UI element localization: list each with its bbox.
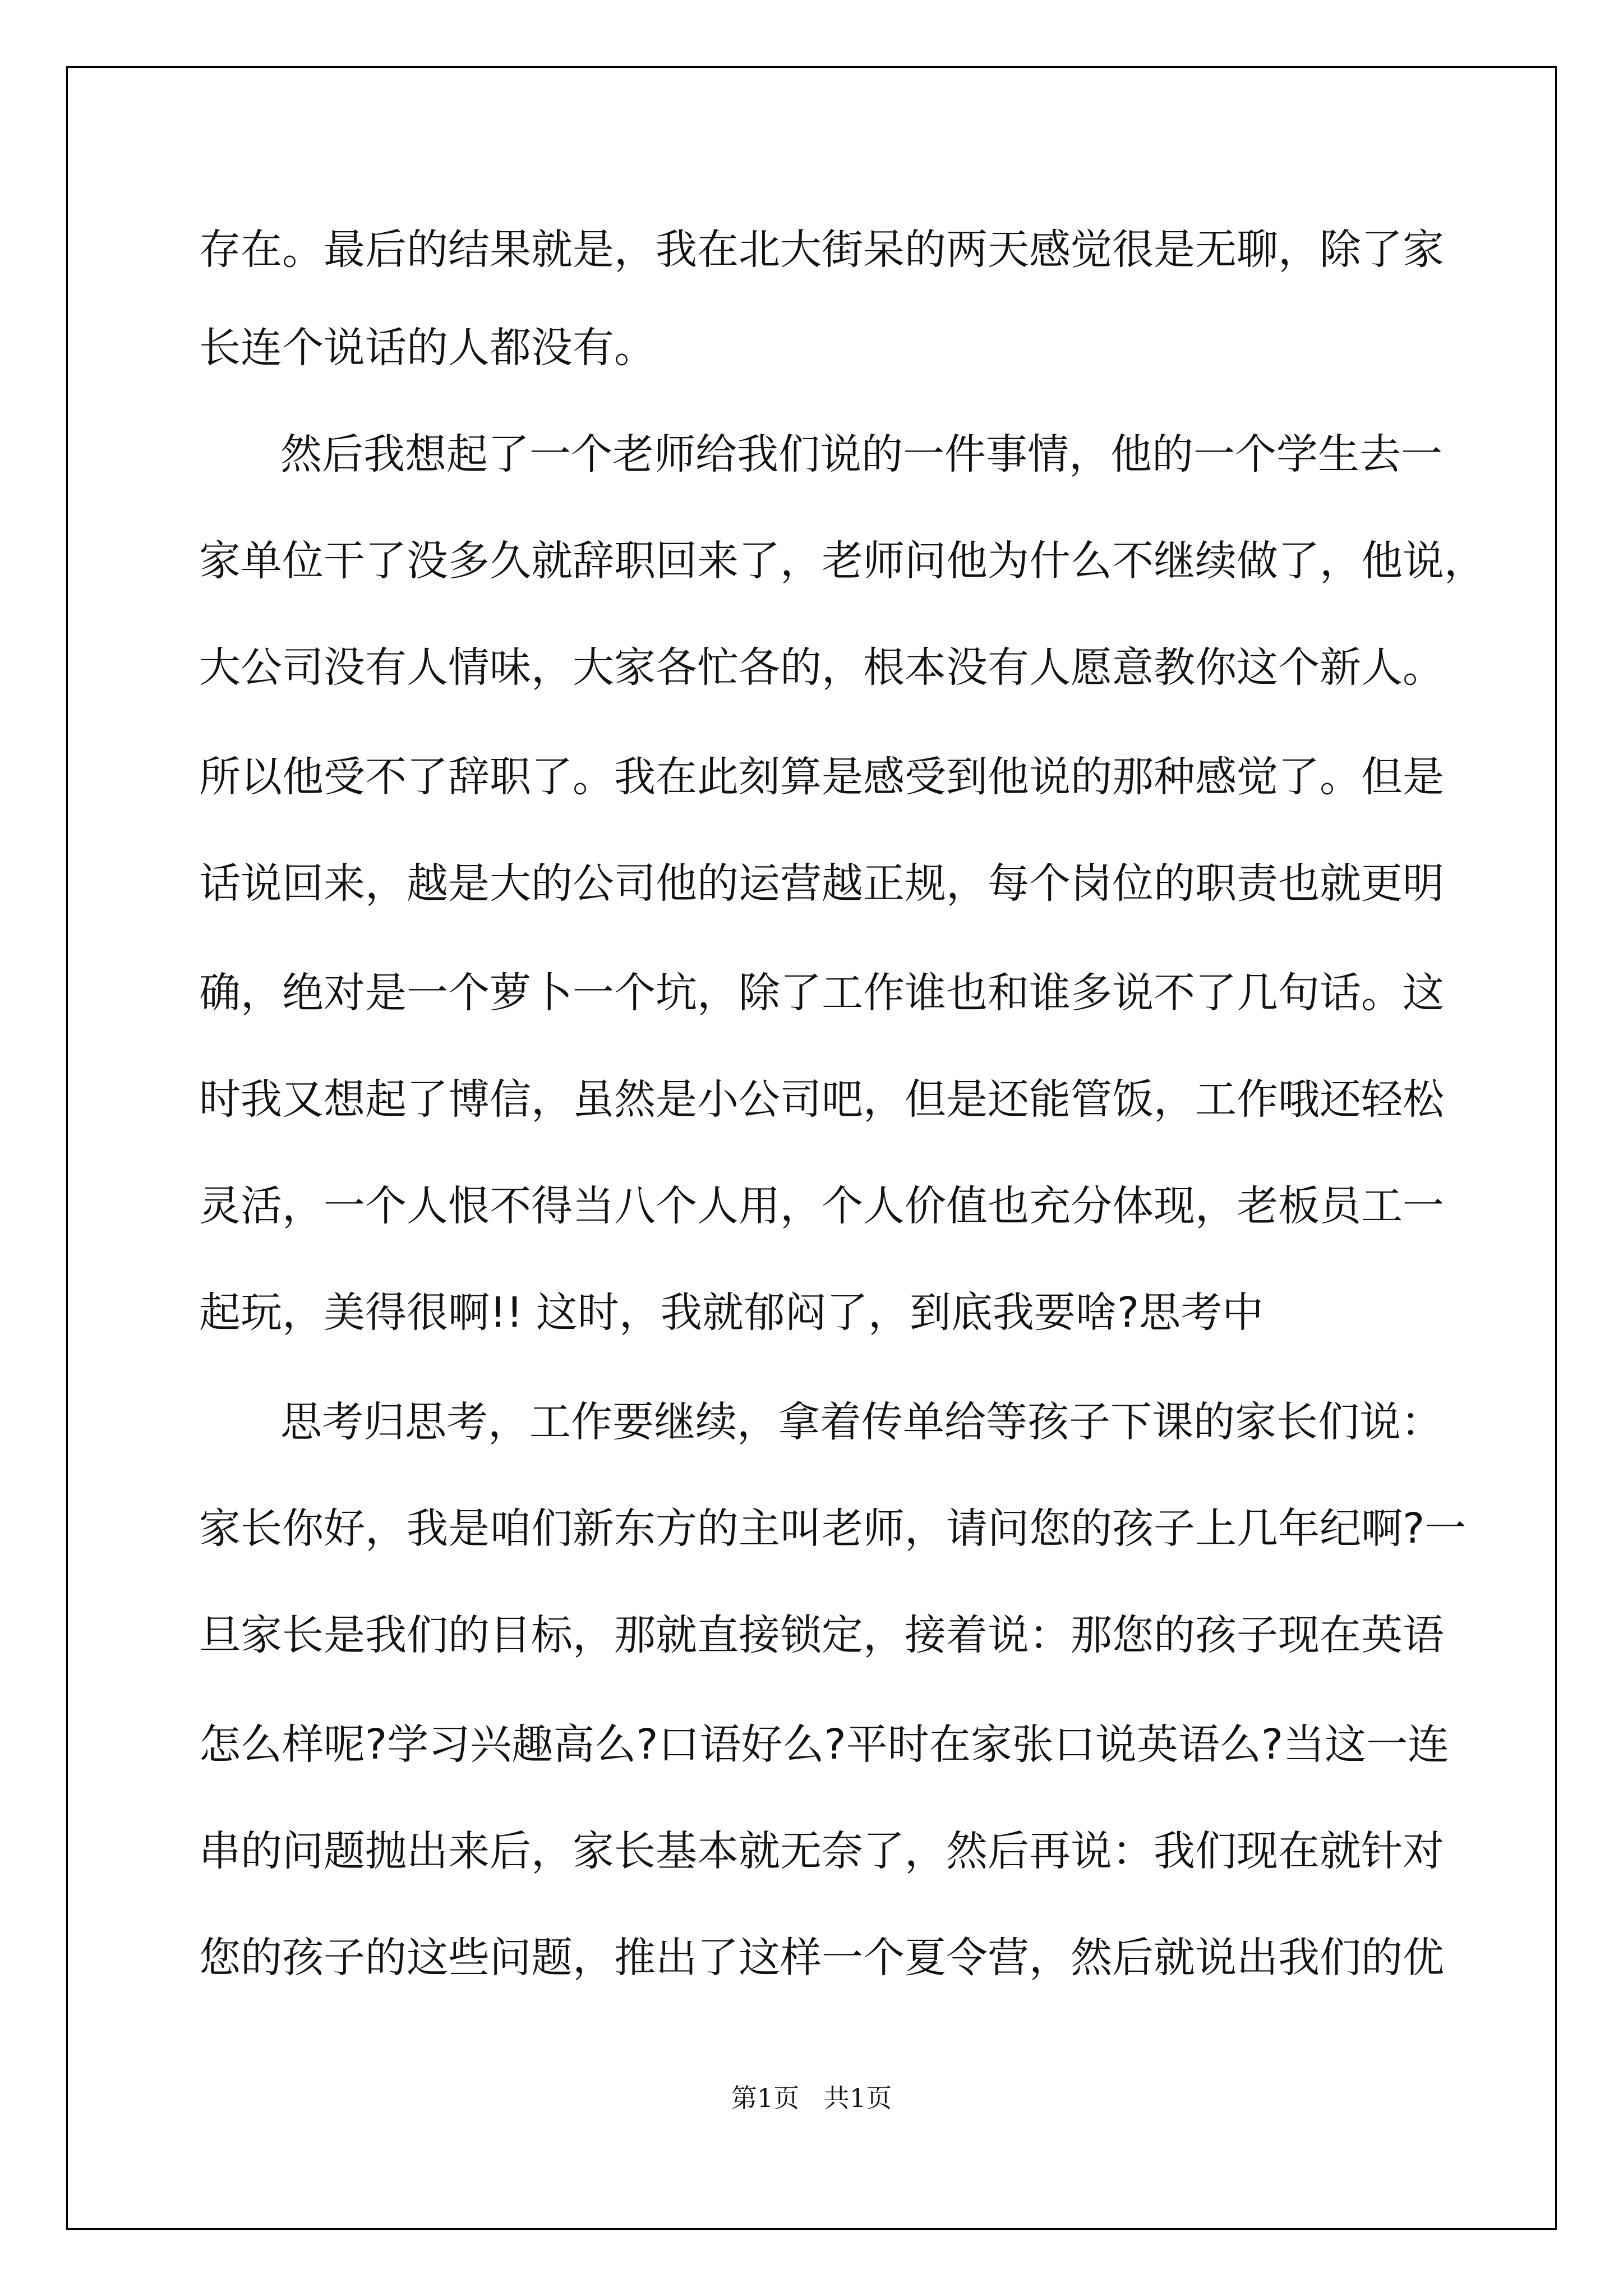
text-line: 时我又想起了博信，虽然是小公司吧，但是还能管饭，工作哦还轻松	[199, 1075, 1444, 1124]
text-line: 存在。最后的结果就是，我在北大街呆的两天感觉很是无聊，除了家	[199, 226, 1444, 274]
text-line: 长连个说话的人都没有。	[199, 324, 656, 372]
text-line: 起玩，美得很啊!! 这时，我就郁闷了，到底我要啥?思考中	[199, 1289, 1264, 1337]
text-line: 串的问题抛出来后，家长基本就无奈了，然后再说：我们现在就针对	[199, 1827, 1444, 1875]
text-line: 家单位干了没多久就辞职回来了，老师问他为什么不继续做了，他说，	[199, 537, 1486, 585]
text-line: 家长你好，我是咱们新东方的主叫老师，请问您的孩子上几年纪啊?一	[199, 1504, 1467, 1553]
text-line: 灵活，一个人恨不得当八个人用，个人价值也充分体现，老板员工一	[199, 1182, 1444, 1230]
text-line: 然后我想起了一个老师给我们说的一件事情，他的一个学生去一	[280, 430, 1442, 478]
text-line: 确，绝对是一个萝卜一个坑，除了工作谁也和谁多说不了几句话。这	[199, 969, 1444, 1017]
text-line: 所以他受不了辞职了。我在此刻算是感受到他说的那种感觉了。但是	[199, 753, 1444, 801]
text-line: 您的孩子的这些问题，推出了这样一个夏令营，然后就说出我们的优	[199, 1934, 1444, 1982]
page-border	[66, 66, 1557, 2230]
text-line: 思考归思考，工作要继续，拿着传单给等孩子下课的家长们说：	[280, 1398, 1442, 1446]
text-line: 旦家长是我们的目标，那就直接锁定，接着说：那您的孩子现在英语	[199, 1611, 1444, 1659]
text-line: 大公司没有人情味，大家各忙各的，根本没有人愿意教你这个新人。	[199, 643, 1444, 692]
text-line: 话说回来，越是大的公司他的运营越正规，每个岗位的职责也就更明	[199, 859, 1444, 908]
page-footer: 第1页 共1页	[731, 2083, 892, 2113]
text-line: 怎么样呢?学习兴趣高么?口语好么?平时在家张口说英语么?当这一连	[199, 1720, 1450, 1769]
